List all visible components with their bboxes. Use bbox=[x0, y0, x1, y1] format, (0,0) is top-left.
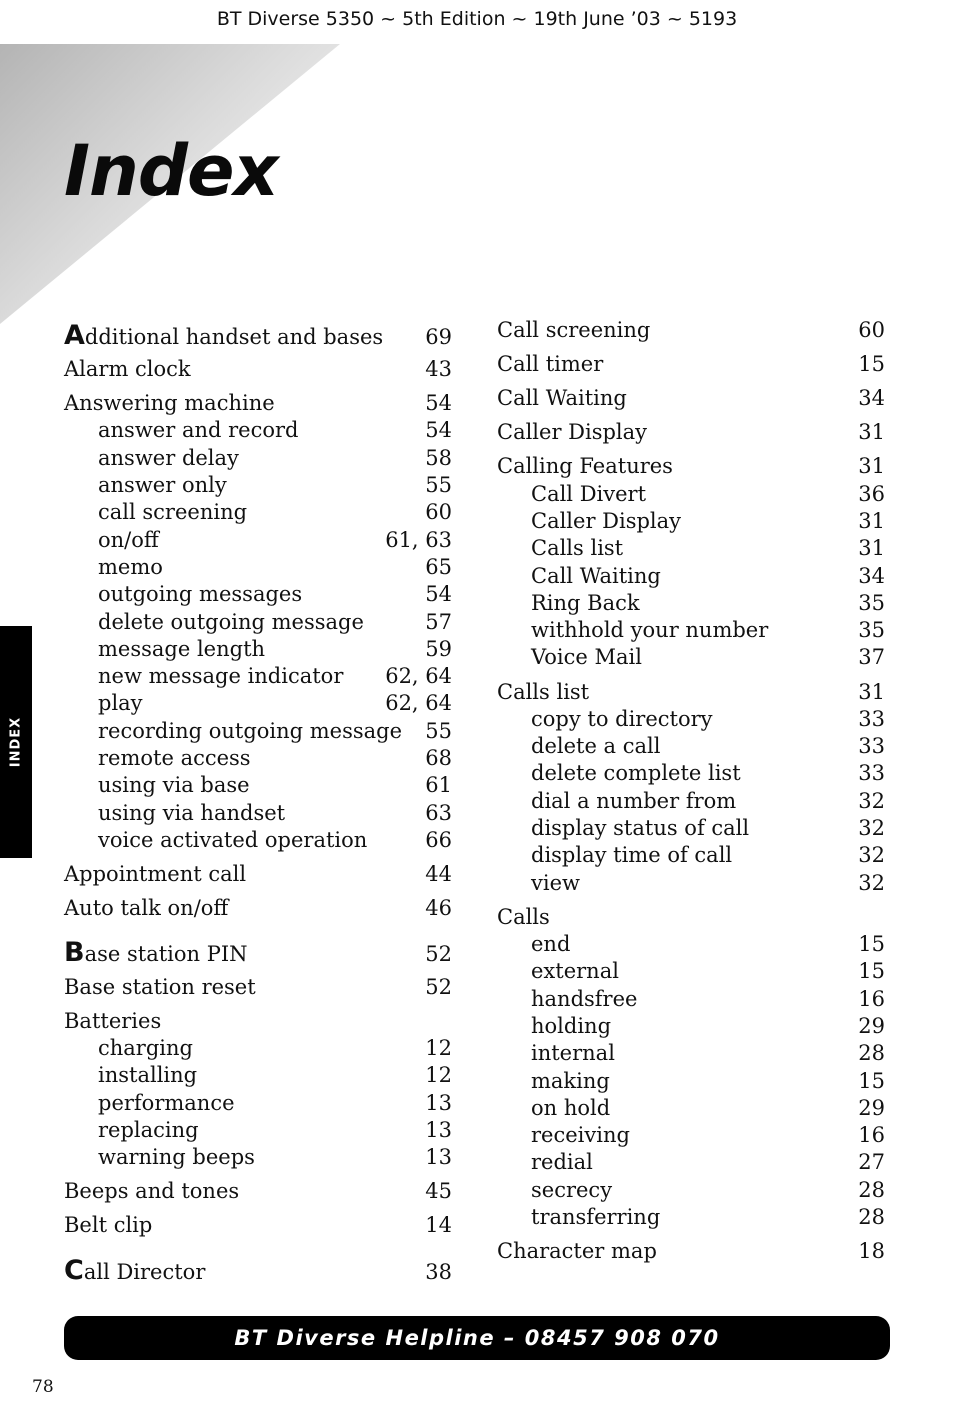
index-entry bbox=[497, 904, 885, 931]
index-entry-page: 65 bbox=[425, 554, 452, 579]
index-entry-label bbox=[497, 385, 627, 412]
index-entry-label bbox=[64, 390, 275, 417]
index-entry-text: Call Waiting bbox=[531, 563, 661, 588]
index-entry bbox=[64, 663, 452, 690]
index-entry-page: 32 bbox=[858, 816, 885, 841]
index-entry-page: 60 bbox=[858, 318, 885, 342]
index-entry-page: 46 bbox=[425, 896, 452, 921]
index-entry-text: replacing bbox=[98, 1117, 199, 1142]
index-entry-label bbox=[497, 590, 640, 617]
index-entry bbox=[64, 974, 452, 1001]
index-entry-label bbox=[64, 895, 228, 922]
index-entry-text: Calls bbox=[497, 904, 550, 929]
index-entry bbox=[64, 356, 452, 383]
index-entry-text: transferring bbox=[531, 1204, 661, 1229]
index-entry-text: recording outgoing message bbox=[98, 718, 403, 743]
index-entry-label bbox=[497, 904, 550, 931]
index-entry-page: 55 bbox=[425, 473, 452, 498]
index-entry-label bbox=[497, 453, 673, 480]
index-entry-label bbox=[64, 772, 250, 799]
index-entry-text: dial a number from bbox=[531, 788, 737, 813]
index-entry bbox=[64, 445, 452, 472]
index-entry bbox=[497, 788, 885, 815]
index-entry-page: 34 bbox=[858, 386, 885, 411]
index-entry-text: Batteries bbox=[64, 1008, 162, 1033]
index-entry-page: 29 bbox=[858, 1013, 885, 1038]
index-entry-label bbox=[497, 1040, 615, 1067]
index-entry-text: answer delay bbox=[98, 445, 239, 470]
index-entry-page: 15 bbox=[858, 1068, 885, 1093]
index-entry-label bbox=[497, 1013, 611, 1040]
index-entry-label bbox=[64, 472, 227, 499]
index-entry-page: 13 bbox=[425, 1145, 452, 1170]
index-entry-label bbox=[64, 527, 159, 554]
index-entry-label bbox=[64, 1062, 197, 1089]
index-entry-text: delete a call bbox=[531, 734, 661, 759]
index-entry bbox=[497, 760, 885, 787]
index-entry bbox=[497, 644, 885, 671]
index-entry-page: 32 bbox=[858, 843, 885, 868]
index-entry-label bbox=[497, 1149, 593, 1176]
index-entry-label bbox=[497, 986, 637, 1013]
index-entry bbox=[64, 636, 452, 663]
index-entry-page: 61, 63 bbox=[385, 527, 452, 552]
index-entry-text: external bbox=[531, 959, 619, 984]
index-entry-label bbox=[497, 481, 646, 508]
index-entry-page: 45 bbox=[425, 1179, 452, 1204]
index-entry-text: new message indicator bbox=[98, 664, 344, 689]
index-entry-label bbox=[497, 706, 713, 733]
index-entry-text: Auto talk on/off bbox=[64, 896, 229, 921]
index-entry bbox=[64, 1178, 452, 1205]
index-entry-text: Calls list bbox=[531, 536, 624, 561]
index-entry-page: 55 bbox=[425, 718, 452, 743]
index-entry-label bbox=[64, 800, 285, 827]
index-entry-text: play bbox=[98, 691, 143, 716]
index-entry-label bbox=[64, 1178, 239, 1205]
index-entry-text: Calling Features bbox=[497, 454, 673, 479]
index-entry bbox=[497, 1068, 885, 1095]
index-entry-page: 38 bbox=[425, 1259, 452, 1284]
index-entry-text: installing bbox=[98, 1063, 198, 1088]
index-entry-label bbox=[497, 535, 623, 562]
index-entry bbox=[64, 499, 452, 526]
index-entry bbox=[64, 472, 452, 499]
index-entry-text: using via base bbox=[98, 773, 250, 798]
index-entry-label bbox=[497, 788, 736, 815]
index-entry-page: 43 bbox=[425, 357, 452, 382]
index-entry-page: 44 bbox=[425, 862, 452, 887]
index-entry bbox=[497, 815, 885, 842]
index-entry-text: making bbox=[531, 1068, 610, 1093]
index-entry-label bbox=[497, 1095, 610, 1122]
index-entry-page: 37 bbox=[858, 645, 885, 670]
index-entry bbox=[64, 800, 452, 827]
index-entry-label bbox=[497, 733, 660, 760]
index-entry bbox=[64, 718, 452, 745]
index-entry bbox=[497, 958, 885, 985]
index-entry-label bbox=[497, 1238, 657, 1265]
index-entry-page: 27 bbox=[858, 1150, 885, 1175]
index-entry-page: 63 bbox=[425, 800, 452, 825]
index-entry-page: 68 bbox=[425, 746, 452, 771]
index-entry bbox=[64, 772, 452, 799]
index-entry bbox=[497, 419, 885, 446]
index-entry-label bbox=[64, 1254, 206, 1286]
index-entry-page: 52 bbox=[425, 942, 452, 967]
index-entry-label bbox=[497, 870, 580, 897]
index-entry bbox=[497, 870, 885, 897]
section-initial-letter: C bbox=[64, 1254, 84, 1286]
index-entry-text: withhold your number bbox=[531, 618, 769, 643]
index-entry-text: Call Waiting bbox=[497, 386, 627, 411]
index-entry-page: 31 bbox=[858, 679, 885, 704]
index-entry bbox=[497, 986, 885, 1013]
index-entry-text: internal bbox=[531, 1041, 615, 1066]
index-entry-page: 12 bbox=[425, 1035, 452, 1060]
index-entry-page: 61 bbox=[425, 773, 452, 798]
index-entry bbox=[64, 1117, 452, 1144]
index-entry-text: Call screening bbox=[497, 318, 651, 342]
index-entry-label bbox=[64, 1090, 235, 1117]
index-entry-label bbox=[497, 958, 619, 985]
index-entry-page: 35 bbox=[858, 618, 885, 643]
index-entry-text: call screening bbox=[98, 500, 248, 525]
index-entry-page: 13 bbox=[425, 1117, 452, 1142]
index-entry-page: 60 bbox=[425, 500, 452, 525]
index-entry bbox=[497, 535, 885, 562]
index-entry-text: answer only bbox=[98, 473, 227, 498]
index-entry-text: copy to directory bbox=[531, 706, 713, 731]
index-entry-page: 35 bbox=[858, 590, 885, 615]
index-entry-label bbox=[64, 322, 383, 351]
side-tab-label: INDEX bbox=[8, 716, 24, 768]
index-entry-page: 13 bbox=[425, 1090, 452, 1115]
index-entry bbox=[497, 617, 885, 644]
index-entry-text: Character map bbox=[497, 1239, 657, 1264]
index-entry bbox=[64, 417, 452, 444]
index-entry-page: 66 bbox=[425, 827, 452, 852]
index-entry-page: 54 bbox=[425, 582, 452, 607]
index-entry-text: remote access bbox=[98, 746, 251, 771]
index-entry-page: 16 bbox=[858, 986, 885, 1011]
index-entry-label bbox=[64, 554, 163, 581]
index-entry-text: warning beeps bbox=[98, 1145, 255, 1170]
index-entry bbox=[497, 679, 885, 706]
index-entry bbox=[497, 1149, 885, 1176]
index-entry-label bbox=[497, 760, 741, 787]
index-entry bbox=[64, 322, 452, 349]
index-entry-text: delete outgoing message bbox=[98, 609, 364, 634]
index-entry bbox=[497, 733, 885, 760]
index-entry-text: receiving bbox=[531, 1123, 630, 1148]
index-entry-text: Call Divert bbox=[531, 481, 647, 506]
index-entry-page: 28 bbox=[858, 1041, 885, 1066]
index-entry-text: Alarm clock bbox=[64, 357, 191, 382]
index-entry bbox=[497, 351, 885, 378]
section-initial-letter: B bbox=[64, 937, 85, 969]
index-entry-text: all Director bbox=[83, 1259, 206, 1284]
index-entry-label bbox=[64, 974, 256, 1001]
index-entry-text: Beeps and tones bbox=[64, 1179, 240, 1204]
index-entry-text: dditional handset and bases bbox=[84, 325, 384, 349]
index-entry-page: 58 bbox=[425, 445, 452, 470]
index-entry-text: Caller Display bbox=[531, 508, 682, 533]
index-entry-label bbox=[64, 417, 298, 444]
index-entry-page: 12 bbox=[425, 1063, 452, 1088]
index-entry-label bbox=[64, 1035, 193, 1062]
index-entry-page: 59 bbox=[425, 636, 452, 661]
index-entry-text: charging bbox=[98, 1035, 193, 1060]
index-entry bbox=[64, 1035, 452, 1062]
index-entry-text: on/off bbox=[98, 527, 159, 552]
index-entry-text: Ring Back bbox=[531, 590, 640, 615]
index-entry-page: 32 bbox=[858, 788, 885, 813]
index-entry-label bbox=[64, 745, 251, 772]
index-entry-page: 15 bbox=[858, 932, 885, 957]
index-entry bbox=[64, 554, 452, 581]
index-entry-text: performance bbox=[98, 1090, 235, 1115]
index-column-left bbox=[64, 322, 452, 1284]
index-entry-label bbox=[497, 617, 768, 644]
index-column-right bbox=[497, 317, 885, 1265]
index-entry-label bbox=[64, 939, 248, 968]
index-entry-page: 32 bbox=[858, 870, 885, 895]
index-entry-page: 28 bbox=[858, 1177, 885, 1202]
index-entry-label bbox=[497, 1068, 610, 1095]
index-entry-page: 15 bbox=[858, 959, 885, 984]
index-entry-text: Call timer bbox=[497, 352, 604, 377]
index-entry bbox=[497, 453, 885, 480]
index-entry bbox=[64, 745, 452, 772]
index-entry-page: 15 bbox=[858, 352, 885, 377]
index-entry-text: Voice Mail bbox=[531, 645, 642, 670]
index-entry-page: 62, 64 bbox=[385, 664, 452, 689]
index-entry-label bbox=[64, 827, 367, 854]
index-entry-label bbox=[64, 1144, 255, 1171]
index-entry-text: secrecy bbox=[531, 1177, 613, 1202]
index-entry-label bbox=[64, 1117, 199, 1144]
index-entry-page: 18 bbox=[858, 1239, 885, 1264]
index-entry-label bbox=[497, 679, 589, 706]
index-entry-page: 62, 64 bbox=[385, 691, 452, 716]
index-entry-label bbox=[497, 815, 749, 842]
index-entry bbox=[64, 1090, 452, 1117]
index-entry-text: outgoing messages bbox=[98, 582, 303, 607]
index-entry-label bbox=[497, 1204, 660, 1231]
index-entry-label bbox=[497, 1177, 612, 1204]
index-entry-text: Calls list bbox=[497, 679, 590, 704]
index-entry bbox=[497, 1122, 885, 1149]
index-entry-text: ase station PIN bbox=[84, 942, 248, 967]
index-entry-label bbox=[497, 351, 603, 378]
index-entry bbox=[64, 581, 452, 608]
page-number: 78 bbox=[32, 1377, 54, 1397]
index-entry bbox=[64, 861, 452, 888]
index-entry-label bbox=[64, 445, 239, 472]
index-entry-text: on hold bbox=[531, 1095, 611, 1120]
index-entry bbox=[497, 1177, 885, 1204]
index-entry-label bbox=[64, 609, 364, 636]
index-entry-label bbox=[64, 636, 265, 663]
index-entry-text: view bbox=[531, 870, 580, 895]
index-entry bbox=[64, 527, 452, 554]
index-entry-page: 34 bbox=[858, 563, 885, 588]
index-entry-text: display status of call bbox=[531, 816, 750, 841]
index-entry-page: 36 bbox=[858, 481, 885, 506]
index-entry-page: 29 bbox=[858, 1095, 885, 1120]
index-entry-label bbox=[64, 356, 191, 383]
index-entry-text: using via handset bbox=[98, 800, 286, 825]
index-entry-page: 31 bbox=[858, 508, 885, 533]
index-entry bbox=[497, 1204, 885, 1231]
index-entry-text: voice activated operation bbox=[98, 827, 368, 852]
index-entry bbox=[64, 895, 452, 922]
index-entry-page: 33 bbox=[858, 761, 885, 786]
index-entry-label bbox=[64, 1008, 161, 1035]
index-entry-label bbox=[64, 581, 302, 608]
index-entry bbox=[497, 706, 885, 733]
index-entry-text: Appointment call bbox=[64, 862, 247, 887]
index-entry-text: Caller Display bbox=[497, 420, 648, 445]
index-entry bbox=[64, 827, 452, 854]
index-entry bbox=[64, 1144, 452, 1171]
index-entry-label bbox=[497, 644, 642, 671]
index-entry-page: 31 bbox=[858, 420, 885, 445]
index-entry bbox=[497, 1040, 885, 1067]
index-entry bbox=[64, 1062, 452, 1089]
index-entry bbox=[497, 317, 885, 344]
index-entry-text: answer and record bbox=[98, 418, 299, 443]
index-entry bbox=[497, 1013, 885, 1040]
index-entry-page: 52 bbox=[425, 974, 452, 999]
index-entry-page: 14 bbox=[425, 1213, 452, 1238]
index-entry bbox=[497, 385, 885, 412]
index-entry bbox=[497, 1095, 885, 1122]
index-entry-label bbox=[497, 563, 661, 590]
index-entry-label bbox=[497, 419, 647, 446]
section-initial-letter: A bbox=[64, 320, 85, 351]
index-entry bbox=[497, 481, 885, 508]
index-entry-label bbox=[64, 499, 247, 526]
index-entry-page: 16 bbox=[858, 1123, 885, 1148]
index-entry-page: 54 bbox=[425, 418, 452, 443]
index-entry-text: Belt clip bbox=[64, 1213, 153, 1238]
index-entry bbox=[497, 590, 885, 617]
index-entry bbox=[64, 390, 452, 417]
index-entry-label bbox=[64, 718, 402, 745]
page-title: Index bbox=[64, 130, 278, 212]
index-entry bbox=[64, 1008, 452, 1035]
index-entry-text: memo bbox=[98, 554, 163, 579]
side-tab bbox=[0, 626, 32, 858]
index-entry bbox=[497, 563, 885, 590]
index-entry bbox=[497, 842, 885, 869]
index-entry-text: display time of call bbox=[531, 843, 733, 868]
index-entry-label bbox=[497, 931, 570, 958]
index-entry-text: redial bbox=[531, 1150, 593, 1175]
index-entry bbox=[64, 690, 452, 717]
index-entry-page: 57 bbox=[425, 609, 452, 634]
index-entry-text: message length bbox=[98, 636, 266, 661]
index-entry-page: 31 bbox=[858, 454, 885, 479]
index-entry-page: 69 bbox=[425, 325, 452, 349]
index-entry bbox=[497, 1238, 885, 1265]
index-entry-label bbox=[64, 861, 246, 888]
index-entry bbox=[64, 1212, 452, 1239]
index-entry-text: Answering machine bbox=[64, 391, 275, 416]
index-entry-label bbox=[64, 1212, 152, 1239]
index-entry-label bbox=[497, 842, 732, 869]
index-entry-text: end bbox=[531, 932, 571, 957]
index-entry bbox=[64, 1254, 452, 1286]
running-header: BT Diverse 5350 ~ 5th Edition ~ 19th June ’03 ~ 5193 bbox=[216, 8, 738, 30]
index-entry-label bbox=[497, 317, 650, 344]
index-entry-label bbox=[497, 1122, 630, 1149]
index-entry bbox=[497, 508, 885, 535]
index-entry-text: delete complete list bbox=[531, 761, 741, 786]
index-entry-text: handsfree bbox=[531, 986, 638, 1011]
index-entry bbox=[64, 937, 452, 969]
index-entry-label bbox=[497, 508, 681, 535]
index-entry-page: 33 bbox=[858, 734, 885, 759]
index-entry-text: Base station reset bbox=[64, 974, 256, 999]
index-entry-page: 31 bbox=[858, 536, 885, 561]
index-entry bbox=[497, 931, 885, 958]
index-entry-page: 33 bbox=[858, 706, 885, 731]
index-entry-text: holding bbox=[531, 1013, 612, 1038]
index-entry-label bbox=[64, 663, 343, 690]
index-entry bbox=[64, 609, 452, 636]
index-entry-page: 28 bbox=[858, 1204, 885, 1229]
helpline-banner: BT Diverse Helpline – 08457 908 070 bbox=[64, 1316, 890, 1360]
index-entry-label bbox=[64, 690, 143, 717]
index-entry-page: 54 bbox=[425, 391, 452, 416]
